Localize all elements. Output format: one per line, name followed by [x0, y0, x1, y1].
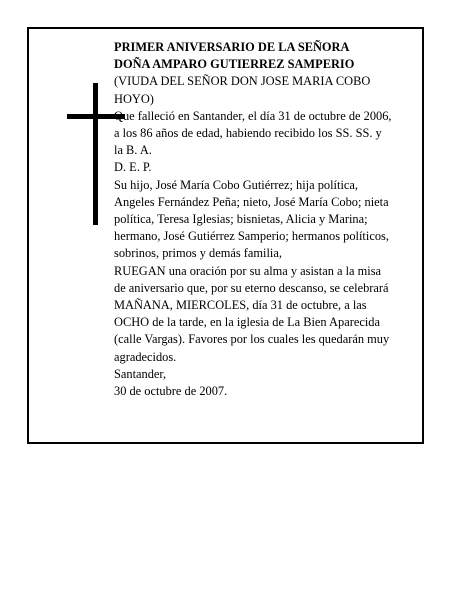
obituary-text	[114, 39, 422, 400]
family-line-3: política, Teresa Iglesias; bisnietas, Alicia y Marina;	[114, 212, 368, 227]
request-line-4: OCHO de la tarde, en la iglesia de La Bien Aparecida	[114, 315, 380, 330]
date-line: 30 de octubre de 2007.	[114, 384, 228, 399]
death-info-line-1: Que falleció en Santander, el día 31 de octubre de 2006,	[114, 108, 392, 123]
deceased-name: DOÑA AMPARO GUTIERREZ SAMPERIO	[114, 57, 355, 72]
request-line-5: (calle Vargas). Favores por los cuales les quedarán muy	[114, 332, 390, 347]
death-info-line-2: a los 86 años de edad, habiendo recibido los SS. SS. y	[114, 126, 382, 141]
request-line-2: de aniversario que, por su eterno descanso, se celebrará	[114, 280, 389, 295]
death-info-line-3: la B. A.	[114, 143, 152, 158]
notice-title: PRIMER ANIVERSARIO DE LA SEÑORA	[114, 40, 350, 54]
family-line-5: sobrinos, primos y demás familia,	[114, 246, 282, 261]
request-line-1: RUEGAN una oración por su alma y asistan a la misa	[114, 263, 382, 278]
family-line-4: hermano, José Gutiérrez Samperio; hermanos políticos,	[114, 229, 389, 244]
family-line-2: Angeles Fernández Peña; nieto, José María Cobo; nieta	[114, 194, 389, 209]
family-line-1: Su hijo, José María Cobo Gutiérrez; hija política,	[114, 177, 358, 192]
rip-line: D. E. P.	[114, 160, 152, 175]
request-line-6: agradecidos.	[114, 349, 177, 364]
place-line: Santander,	[114, 366, 167, 381]
request-line-3: MAÑANA, MIERCOLES, día 31 de octubre, a las	[114, 298, 367, 313]
latin-cross-icon	[93, 83, 98, 225]
widow-of-line-2: HOYO)	[114, 91, 154, 106]
widow-of-line-1: (VIUDA DEL SEÑOR DON JOSE MARIA COBO	[114, 74, 371, 89]
